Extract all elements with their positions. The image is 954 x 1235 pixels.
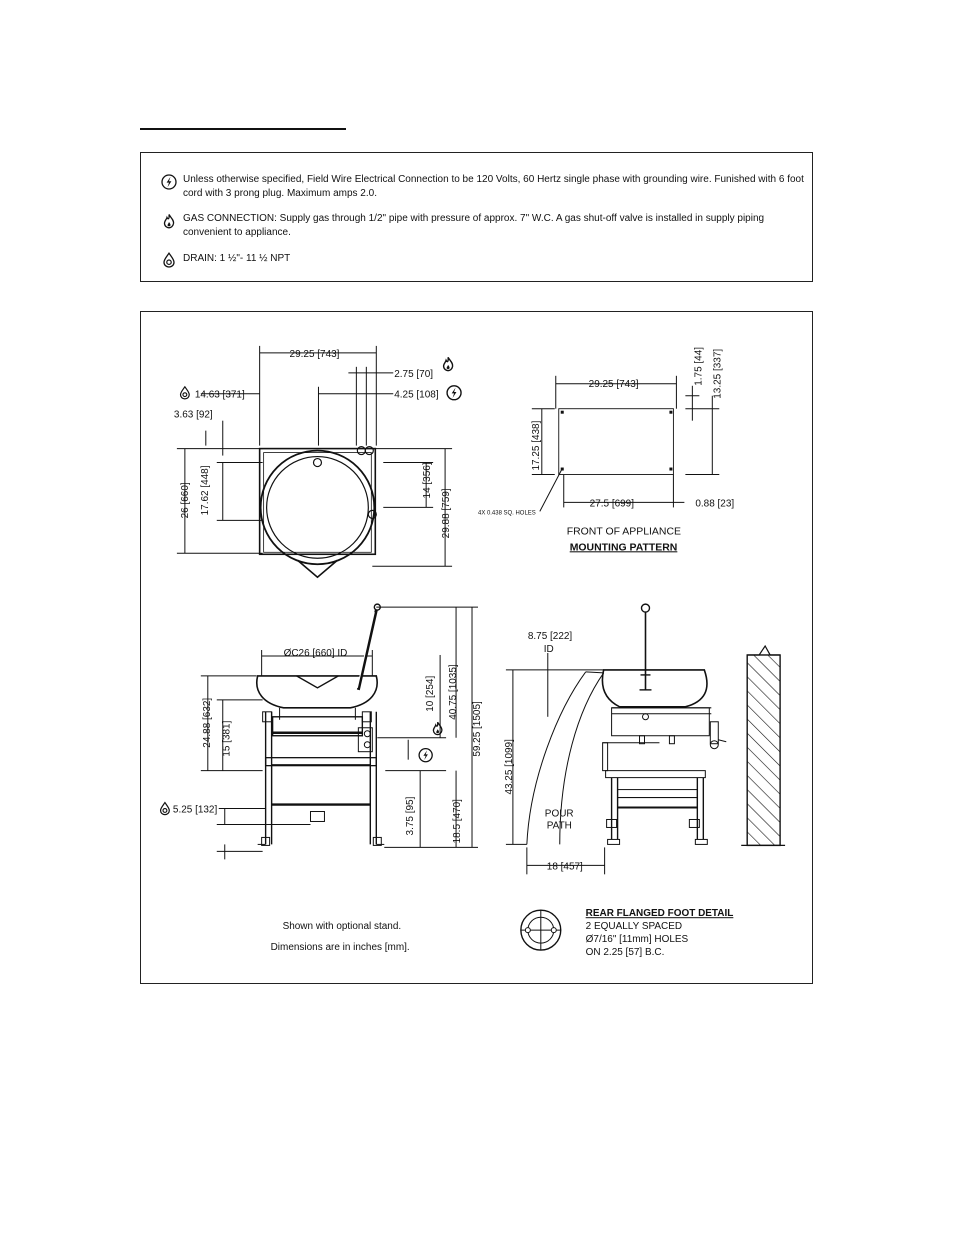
- gas-note-line2: convenient to appliance.: [183, 227, 291, 238]
- front-view-drain-icon: [161, 803, 170, 815]
- foot-detail-line3: ON 2.25 [57] B.C.: [585, 947, 665, 959]
- dim-front-2488: 24.88 [632]: [201, 697, 213, 748]
- foot-detail-drawing: [521, 910, 561, 950]
- dim-front-15: 15 [381]: [221, 720, 233, 757]
- foot-detail-line1: 2 EQUALLY SPACED: [585, 921, 683, 933]
- pour-path-label-1: POUR: [544, 808, 574, 820]
- dim-front-4075: 40.75 [1035]: [448, 664, 460, 720]
- dim-mount-width: 29.25 [743]: [588, 378, 639, 390]
- dim-mount-side: 0.88 [23]: [695, 498, 735, 510]
- dim-side-18: 18 [457]: [546, 861, 583, 873]
- top-view-electrical-icon: [447, 386, 461, 400]
- dim-front-10: 10 [254]: [425, 675, 437, 712]
- dimension-drawing: [140, 311, 813, 984]
- drain-note: [161, 251, 801, 269]
- optional-stand-note: Shown with optional stand.: [282, 921, 402, 933]
- dim-gas-offset: 2.75 [70]: [394, 368, 434, 380]
- dim-depth-2988: 29.88 [759]: [441, 488, 453, 539]
- dim-front-5925: 59.25 [1505]: [471, 701, 483, 757]
- dim-mount-depth: 17.25 [438]: [530, 420, 542, 471]
- dim-side-id-label: ID: [543, 643, 554, 655]
- electrical-note-line2: cord with 3 prong plug. Maximum amps 2.0.: [183, 188, 377, 199]
- dim-top-width: 29.25 [743]: [289, 348, 340, 360]
- dim-depth-26: 26 [660]: [179, 482, 191, 519]
- dim-mount-top2: 13.25 [337]: [712, 348, 724, 399]
- dim-left-offset: 3.63 [92]: [173, 409, 213, 421]
- electrical-note: [161, 173, 804, 203]
- mounting-holes: [561, 411, 673, 471]
- dim-depth-1762: 17.62 [448]: [199, 465, 211, 516]
- section-heading-rule: [140, 128, 346, 130]
- foot-detail-line2: Ø7/16" [11mm] HOLES: [585, 934, 689, 946]
- dim-mount-top1: 1.75 [44]: [693, 346, 705, 386]
- dim-front-375: 3.75 [95]: [405, 796, 417, 836]
- top-view: [177, 346, 452, 577]
- electrical-icon: [161, 174, 177, 190]
- dim-bowl-diameter: ØC26 [660] ID: [283, 647, 348, 659]
- dim-depth-14: 14 [356]: [422, 462, 434, 499]
- dim-elec-offset: 4.25 [108]: [394, 389, 439, 401]
- top-view-drain-icon: [181, 387, 190, 399]
- gas-note: [161, 212, 801, 242]
- units-note: Dimensions are in inches [mm].: [270, 942, 410, 954]
- dim-side-id: 8.75 [222]: [527, 631, 573, 643]
- foot-detail-title: REAR FLANGED FOOT DETAIL: [585, 908, 734, 920]
- mount-caption-title: MOUNTING PATTERN: [569, 542, 678, 554]
- gas-flame-icon: [161, 213, 177, 229]
- dim-side-4325: 43.25 [1099]: [503, 739, 515, 795]
- dim-drain-offset: 14.63 [371]: [194, 389, 245, 401]
- dim-front-185: 18.5 [470]: [452, 799, 464, 844]
- gas-note-line1: GAS CONNECTION: Supply gas through 1/2" pipe with pressure of approx. 7" W.C. A gas shut-off valve is installed in supply piping: [183, 213, 765, 224]
- drain-icon: [161, 252, 177, 268]
- dim-mount-span: 27.5 [699]: [589, 498, 635, 510]
- electrical-note-line1: Unless otherwise specified, Field Wire Electrical Connection to be 120 Volts, 60 Hertz single phase with grounding wire. Funished with 6 foot: [183, 174, 804, 185]
- mounting-pattern-view: [532, 376, 719, 512]
- top-view-gas-icon: [444, 357, 453, 370]
- pour-path-label-2: PATH: [546, 820, 572, 832]
- dim-drain-height: 5.25 [132]: [172, 804, 218, 816]
- connection-notes-box: [140, 152, 813, 282]
- front-view-electrical-icon: [419, 749, 432, 762]
- mount-caption-front: FRONT OF APPLIANCE: [566, 526, 681, 538]
- drain-note-text: DRAIN: 1 ½"- 11 ½ NPT: [183, 253, 291, 264]
- mount-holes-label: 4X 0.438 SQ. HOLES: [477, 510, 536, 517]
